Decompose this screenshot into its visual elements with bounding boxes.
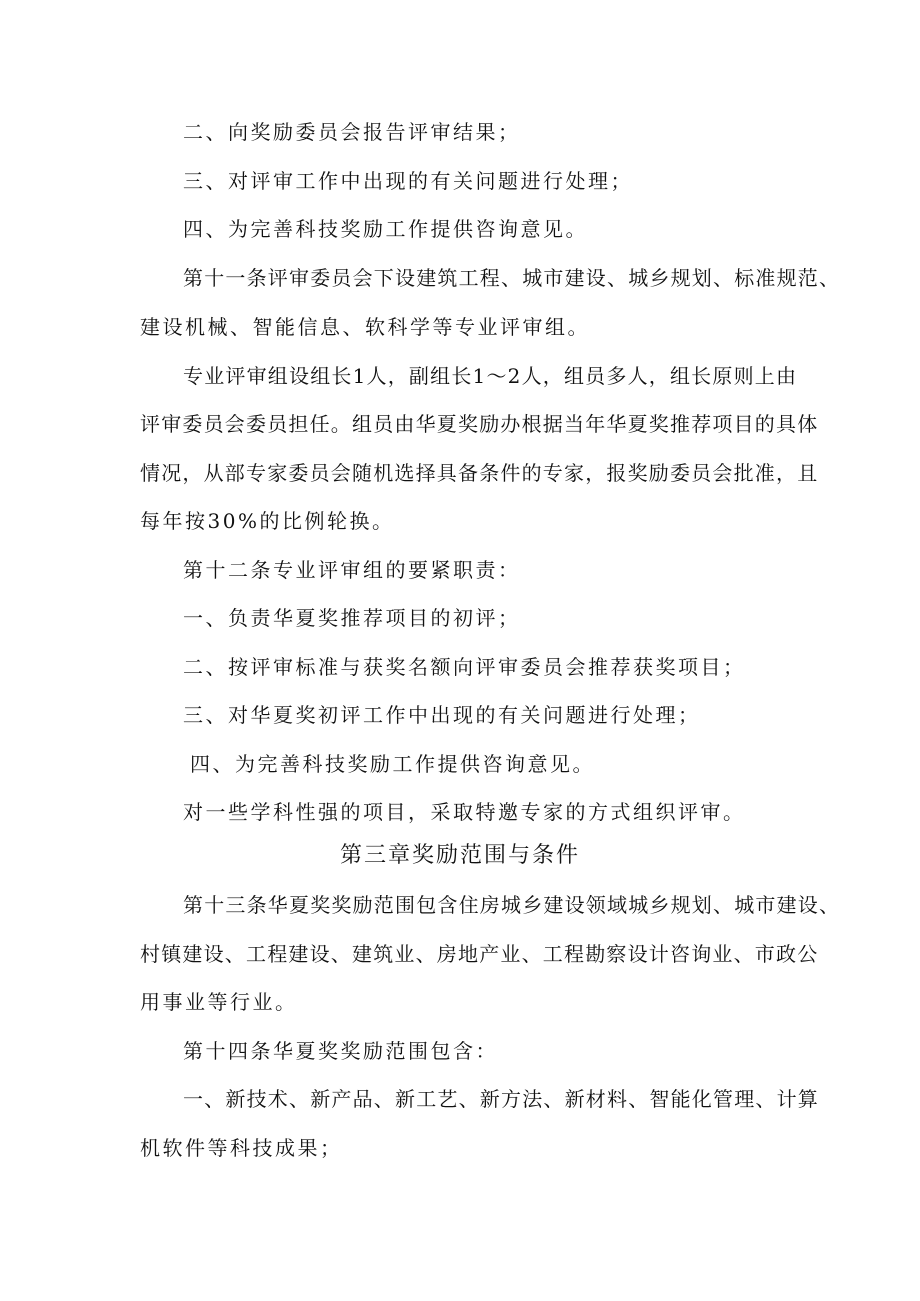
text-line: 二、按评审标准与获奖名额向评审委员会推荐获奖项目； [183,655,746,679]
text-line: 第十二条专业评审组的要紧职责： [183,558,521,582]
text-line: 每年按30%的比例轮换。 [140,509,395,533]
text-line: 用事业等行业。 [140,990,298,1014]
text-line: 二、向奖励委员会报告评审结果； [183,120,521,144]
text-line: 第十三条华夏奖奖励范围包含住房城乡建设领域城乡规划、城市建设、 [183,893,841,917]
chapter-heading: 第三章奖励范围与条件 [339,843,580,868]
text-line: 四、为完善科技奖励工作提供咨询意见。 [190,752,595,776]
text-line: 机软件等科技成果； [140,1136,343,1160]
text-line: 专业评审组设组长1人，副组长1～2人，组员多人，组长原则上由 [183,364,798,388]
text-line: 建设机械、智能信息、软科学等专业评审组。 [140,315,590,339]
text-line: 村镇建设、工程建设、建筑业、房地产业、工程勘察设计咨询业、市政公 [140,942,819,966]
text-line: 三、对评审工作中出现的有关问题进行处理； [183,169,633,193]
text-line: 第十一条评审委员会下设建筑工程、城市建设、城乡规划、标准规范、 [183,266,841,290]
text-line: 三、对华夏奖初评工作中出现的有关问题进行处理； [183,703,701,727]
text-line: 对一些学科性强的项目，采取特邀专家的方式组织评审。 [183,800,746,824]
text-line: 一、负责华夏奖推荐项目的初评； [183,606,521,630]
text-line: 第十四条华夏奖奖励范围包含： [183,1039,498,1063]
text-line: 评审委员会委员担任。组员由华夏奖励办根据当年华夏奖推荐项目的具体 [140,412,819,436]
text-line: 一、新技术、新产品、新工艺、新方法、新材料、智能化管理、计算 [183,1087,819,1111]
text-line: 情况，从部专家委员会随机选择具备条件的专家，报奖励委员会批准，且 [140,461,819,485]
text-line: 四、为完善科技奖励工作提供咨询意见。 [183,217,588,241]
